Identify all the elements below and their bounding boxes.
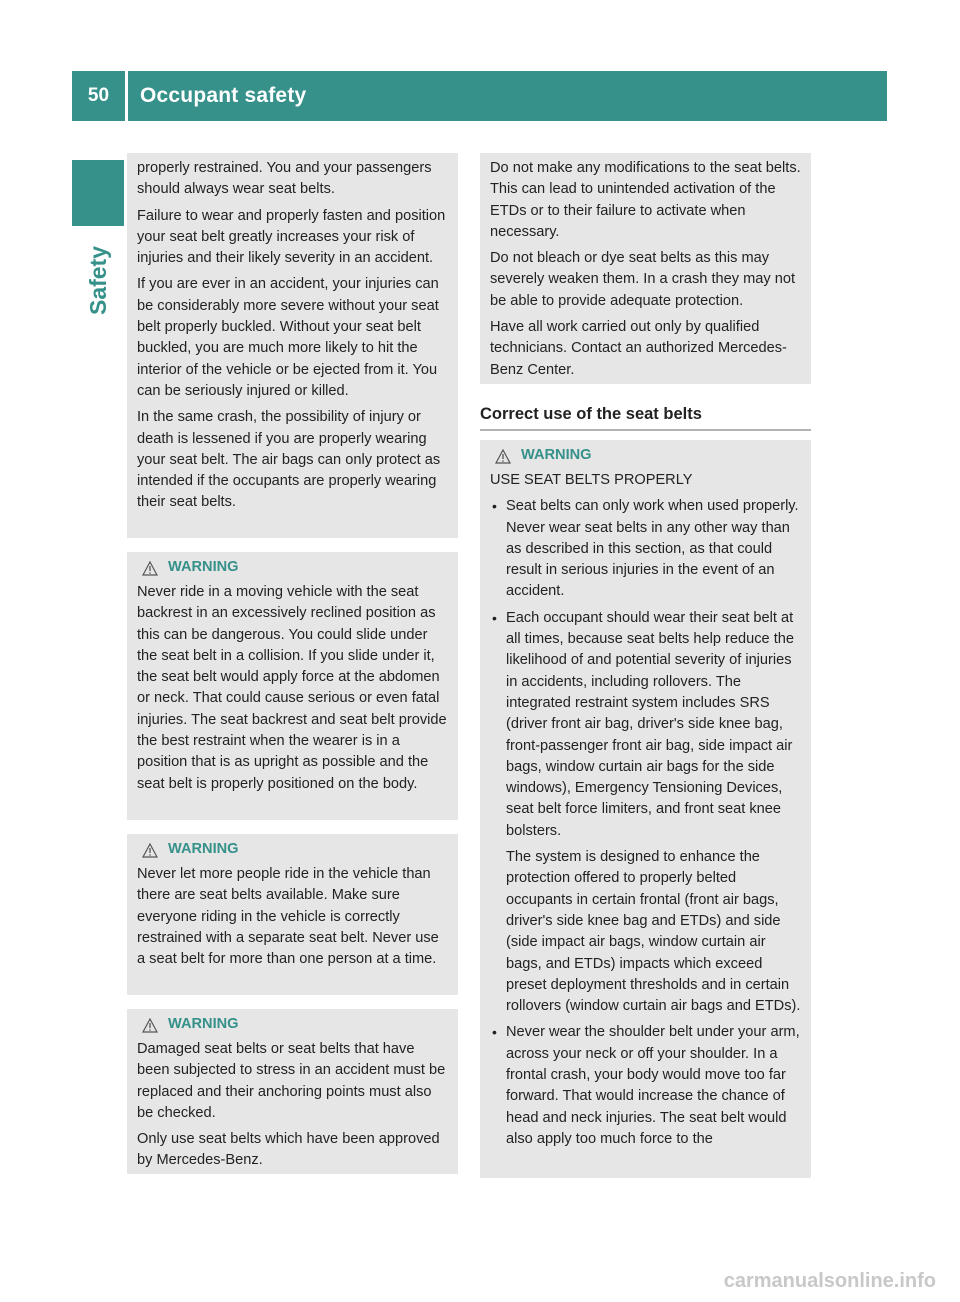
- warning-subtitle: USE SEAT BELTS PROPERLY: [490, 472, 693, 488]
- side-tab-label: Safety: [85, 245, 112, 315]
- continued-paragraph: Have all work carried out only by qualified technicians. Contact an authorized Mercedes-Benz Center.: [490, 319, 787, 378]
- warning-triangle-icon: [142, 561, 158, 576]
- warning-triangle-icon: [142, 843, 158, 858]
- list-item: [490, 496, 803, 602]
- list-item: [490, 608, 803, 1018]
- list-item-text: The system is designed to enhance the protection offered to properly belted occupants in certain frontal (front air bags, driver's side knee bag and ETDs) and side (side impact air bags, window curtain air bags, and ETDs) impacts which exceed preset deployment thresholds and in certain rollovers (window curtain air bags and ETDs).: [506, 849, 801, 1015]
- warning-text: Damaged seat belts or seat belts that have been subjected to stress in an accident must be replaced and their anchoring points must also be checked.: [137, 1041, 446, 1121]
- warning-triangle-icon: [142, 1018, 158, 1033]
- list-item-text: • Seat belts can only work when used properly. Never wear seat belts in any other way than as described in this section, as that could result in serious injuries in the event of an accident.: [506, 498, 799, 600]
- intro-paragraph: Failure to wear and properly fasten and position your seat belt greatly increases your risk of injuries and their likely severity in an accident.: [137, 207, 446, 267]
- warning-text: Never let more people ride in the vehicle than there are seat belts available. Make sure everyone riding in the vehicle is correctly restrained with a separate seat belt. Never use a seat belt for more than one person at a time.: [137, 866, 439, 968]
- intro-paragraph: If you are ever in an accident, your injuries can be considerably more severe without your seat belt properly buckled. Without your seat belt buckled, you are much more likely to hit the interior of the vehicle or be ejected from it. You can be seriously injured or killed.: [137, 276, 439, 399]
- continued-warning-box: [480, 153, 811, 384]
- warning-box-damaged-belts: [127, 1009, 458, 1174]
- intro-paragraph: In the same crash, the possibility of injury or death is lessened if you are properly wearing your seat belt. The air bags can only protect as intended if the occupants are properly wearing their seat belts.: [137, 409, 441, 511]
- warning-box-use-belts-properly: [480, 440, 811, 1178]
- warning-title: WARNING: [168, 841, 239, 858]
- list-item: [490, 1022, 803, 1150]
- warning-text: Never ride in a moving vehicle with the seat backrest in an excessively reclined position as this can be dangerous. You could slide under the seat belt in a collision. If you slide under it, the seat belt would apply force at the abdomen or neck. That could cause serious or even fatal injuries. The seat backrest and seat belt provide the best restraint when the wearer is in a position that is as upright as possible and the seat belt is properly positioned on the body.: [137, 584, 447, 792]
- header-divider: [125, 71, 128, 121]
- warning-title: WARNING: [168, 559, 239, 576]
- side-tab-marker: [72, 160, 124, 226]
- warning-title: WARNING: [168, 1016, 239, 1033]
- list-item-text: • Each occupant should wear their seat belt at all times, because seat belts help reduce the likelihood of and potential severity of injuries in accidents, including rollovers. The integrated restraint system includes SRS (driver front air bag, driver's side knee bag, front-passenger front air bag, side impact air bags, window curtain air bags for the side windows), Emergency Tensioning Devices, seat belt force limiters, and front seat knee bolsters.: [506, 609, 794, 839]
- intro-box: [127, 153, 458, 538]
- list-item-text: • Never wear the shoulder belt under your arm, across your neck or off your shoulder. In a frontal crash, your body would move too far forward. That would increase the chance of head and neck injuries. The seat belt would also apply too much force to the: [506, 1024, 800, 1147]
- continued-paragraph: Do not make any modifications to the seat belts. This can lead to unintended activation of the ETDs or to their failure to activate when necessary.: [490, 160, 801, 240]
- page-number: 50: [87, 85, 110, 106]
- bullet-list: [490, 496, 803, 1150]
- warning-box-reclined-seat: [127, 552, 458, 820]
- warning-text: Only use seat belts which have been approved by Mercedes-Benz.: [137, 1131, 440, 1169]
- continued-paragraph: Do not bleach or dye seat belts as this may severely weaken them. In a crash they may not be able to provide adequate protection.: [490, 250, 795, 309]
- warning-title: WARNING: [521, 447, 592, 464]
- warning-header: [490, 445, 803, 467]
- warning-box-occupancy: [127, 834, 458, 995]
- intro-paragraph: properly restrained. You and your passengers should always wear seat belts.: [137, 160, 432, 198]
- section-title: Occupant safety: [140, 84, 307, 107]
- side-tab: [82, 230, 116, 330]
- warning-header: [137, 557, 450, 579]
- warning-header: [137, 839, 450, 861]
- warning-header: [137, 1014, 450, 1036]
- section-heading: Correct use of the seat belts: [480, 405, 811, 431]
- warning-triangle-icon: [495, 449, 511, 464]
- watermark: carmanualsonline.info: [723, 1270, 936, 1292]
